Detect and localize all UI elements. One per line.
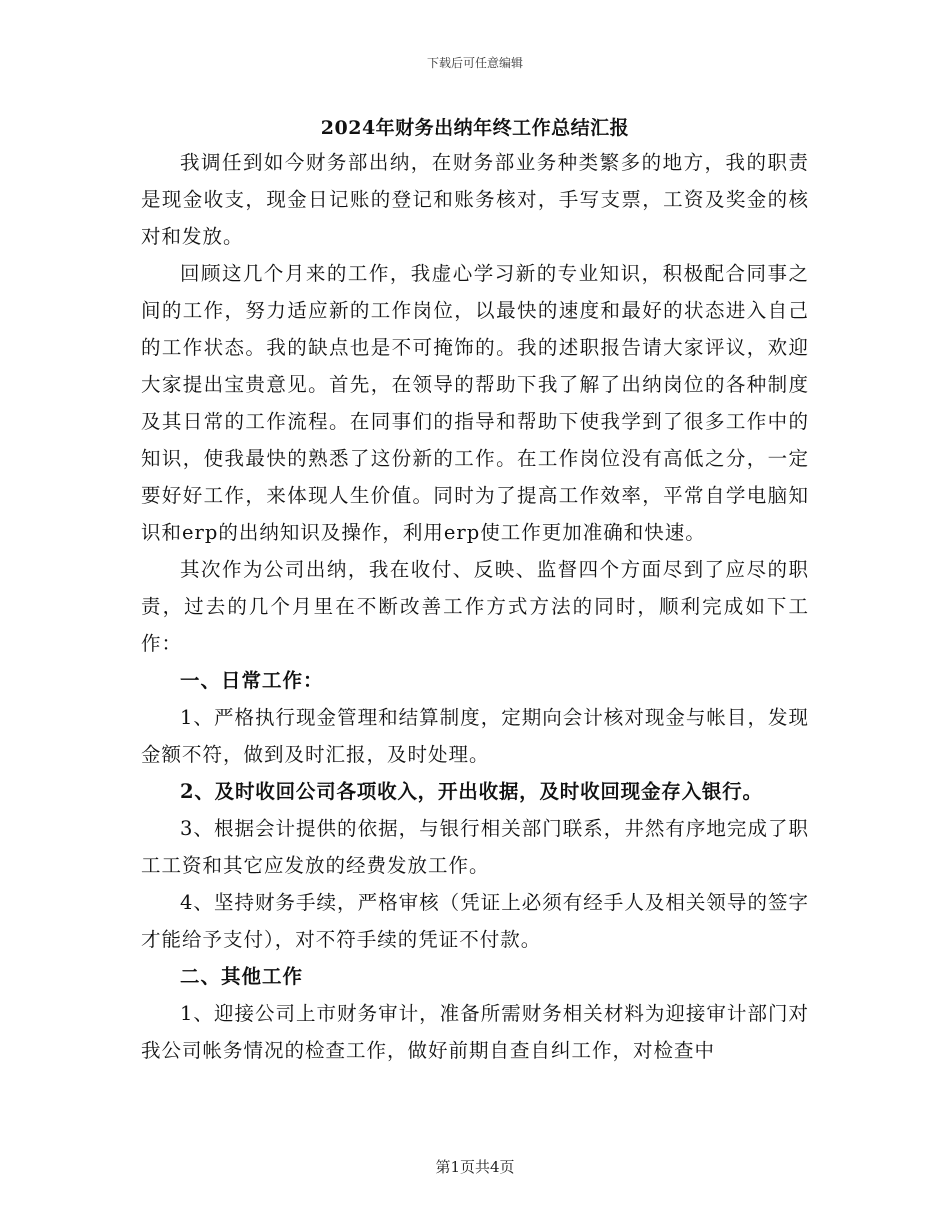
document-body — [141, 112, 809, 1069]
page-header-note: 下载后可任意编辑 — [426, 56, 523, 70]
paragraph-review: 回顾这几个月来的工作，我虚心学习新的专业知识，积极配合同事之间的工作，努力适应新的工作岗位，以最快的速度和最好的状态进入自己的工作状态。我的缺点也是不可掩饰的。我的述职报告请大家评议，欢迎大家提出宝贵意见。首先，在领导的帮助下我了解了出纳岗位的各种制度及其日常的工作流程。在同事们的指导和帮助下使我学到了很多工作中的知识，使我最快的熟悉了这份新的工作。在工作岗位没有高低之分，一定要好好工作，来体现人生价值。同时为了提高工作效率，平常自学电脑知识和erp的出纳知识及操作，利用erp使工作更加准确和快速。 — [141, 262, 809, 544]
list-item: 4、坚持财务手续，严格审核（凭证上必须有经手人及相关领导的签字才能给予支付），对不符手续的凭证不付款。 — [141, 891, 809, 951]
document-title: 2024年财务出纳年终工作总结汇报 — [320, 117, 630, 139]
paragraph-intro: 我调任到如今财务部出纳，在财务部业务种类繁多的地方，我的职责是现金收支，现金日记账的登记和账务核对，手写支票，工资及奖金的核对和发放。 — [141, 151, 809, 248]
list-item: 2、及时收回公司各项收入，开出收据，及时收回现金存入银行。 — [180, 780, 763, 803]
list-item: 1、迎接公司上市财务审计，准备所需财务相关材料为迎接审计部门对我公司帐务情况的检查工作，做好前期自查自纠工作，对检查中 — [141, 1002, 809, 1062]
section-heading-daily-work: 一、日常工作： — [180, 669, 324, 692]
list-item: 3、根据会计提供的依据，与银行相关部门联系，井然有序地完成了职工工资和其它应发放的经费发放工作。 — [141, 817, 809, 877]
list-item: 1、严格执行现金管理和结算制度，定期向会计核对现金与帐目，发现金额不符，做到及时汇报，及时处理。 — [141, 706, 809, 766]
page-number: 第1页共4页 — [435, 1158, 515, 1176]
paragraph-duties: 其次作为公司出纳，我在收付、反映、监督四个方面尽到了应尽的职责，过去的几个月里在不断改善工作方式方法的同时，顺利完成如下工作： — [141, 558, 809, 655]
section-heading-other-work: 二、其他工作 — [180, 965, 304, 988]
